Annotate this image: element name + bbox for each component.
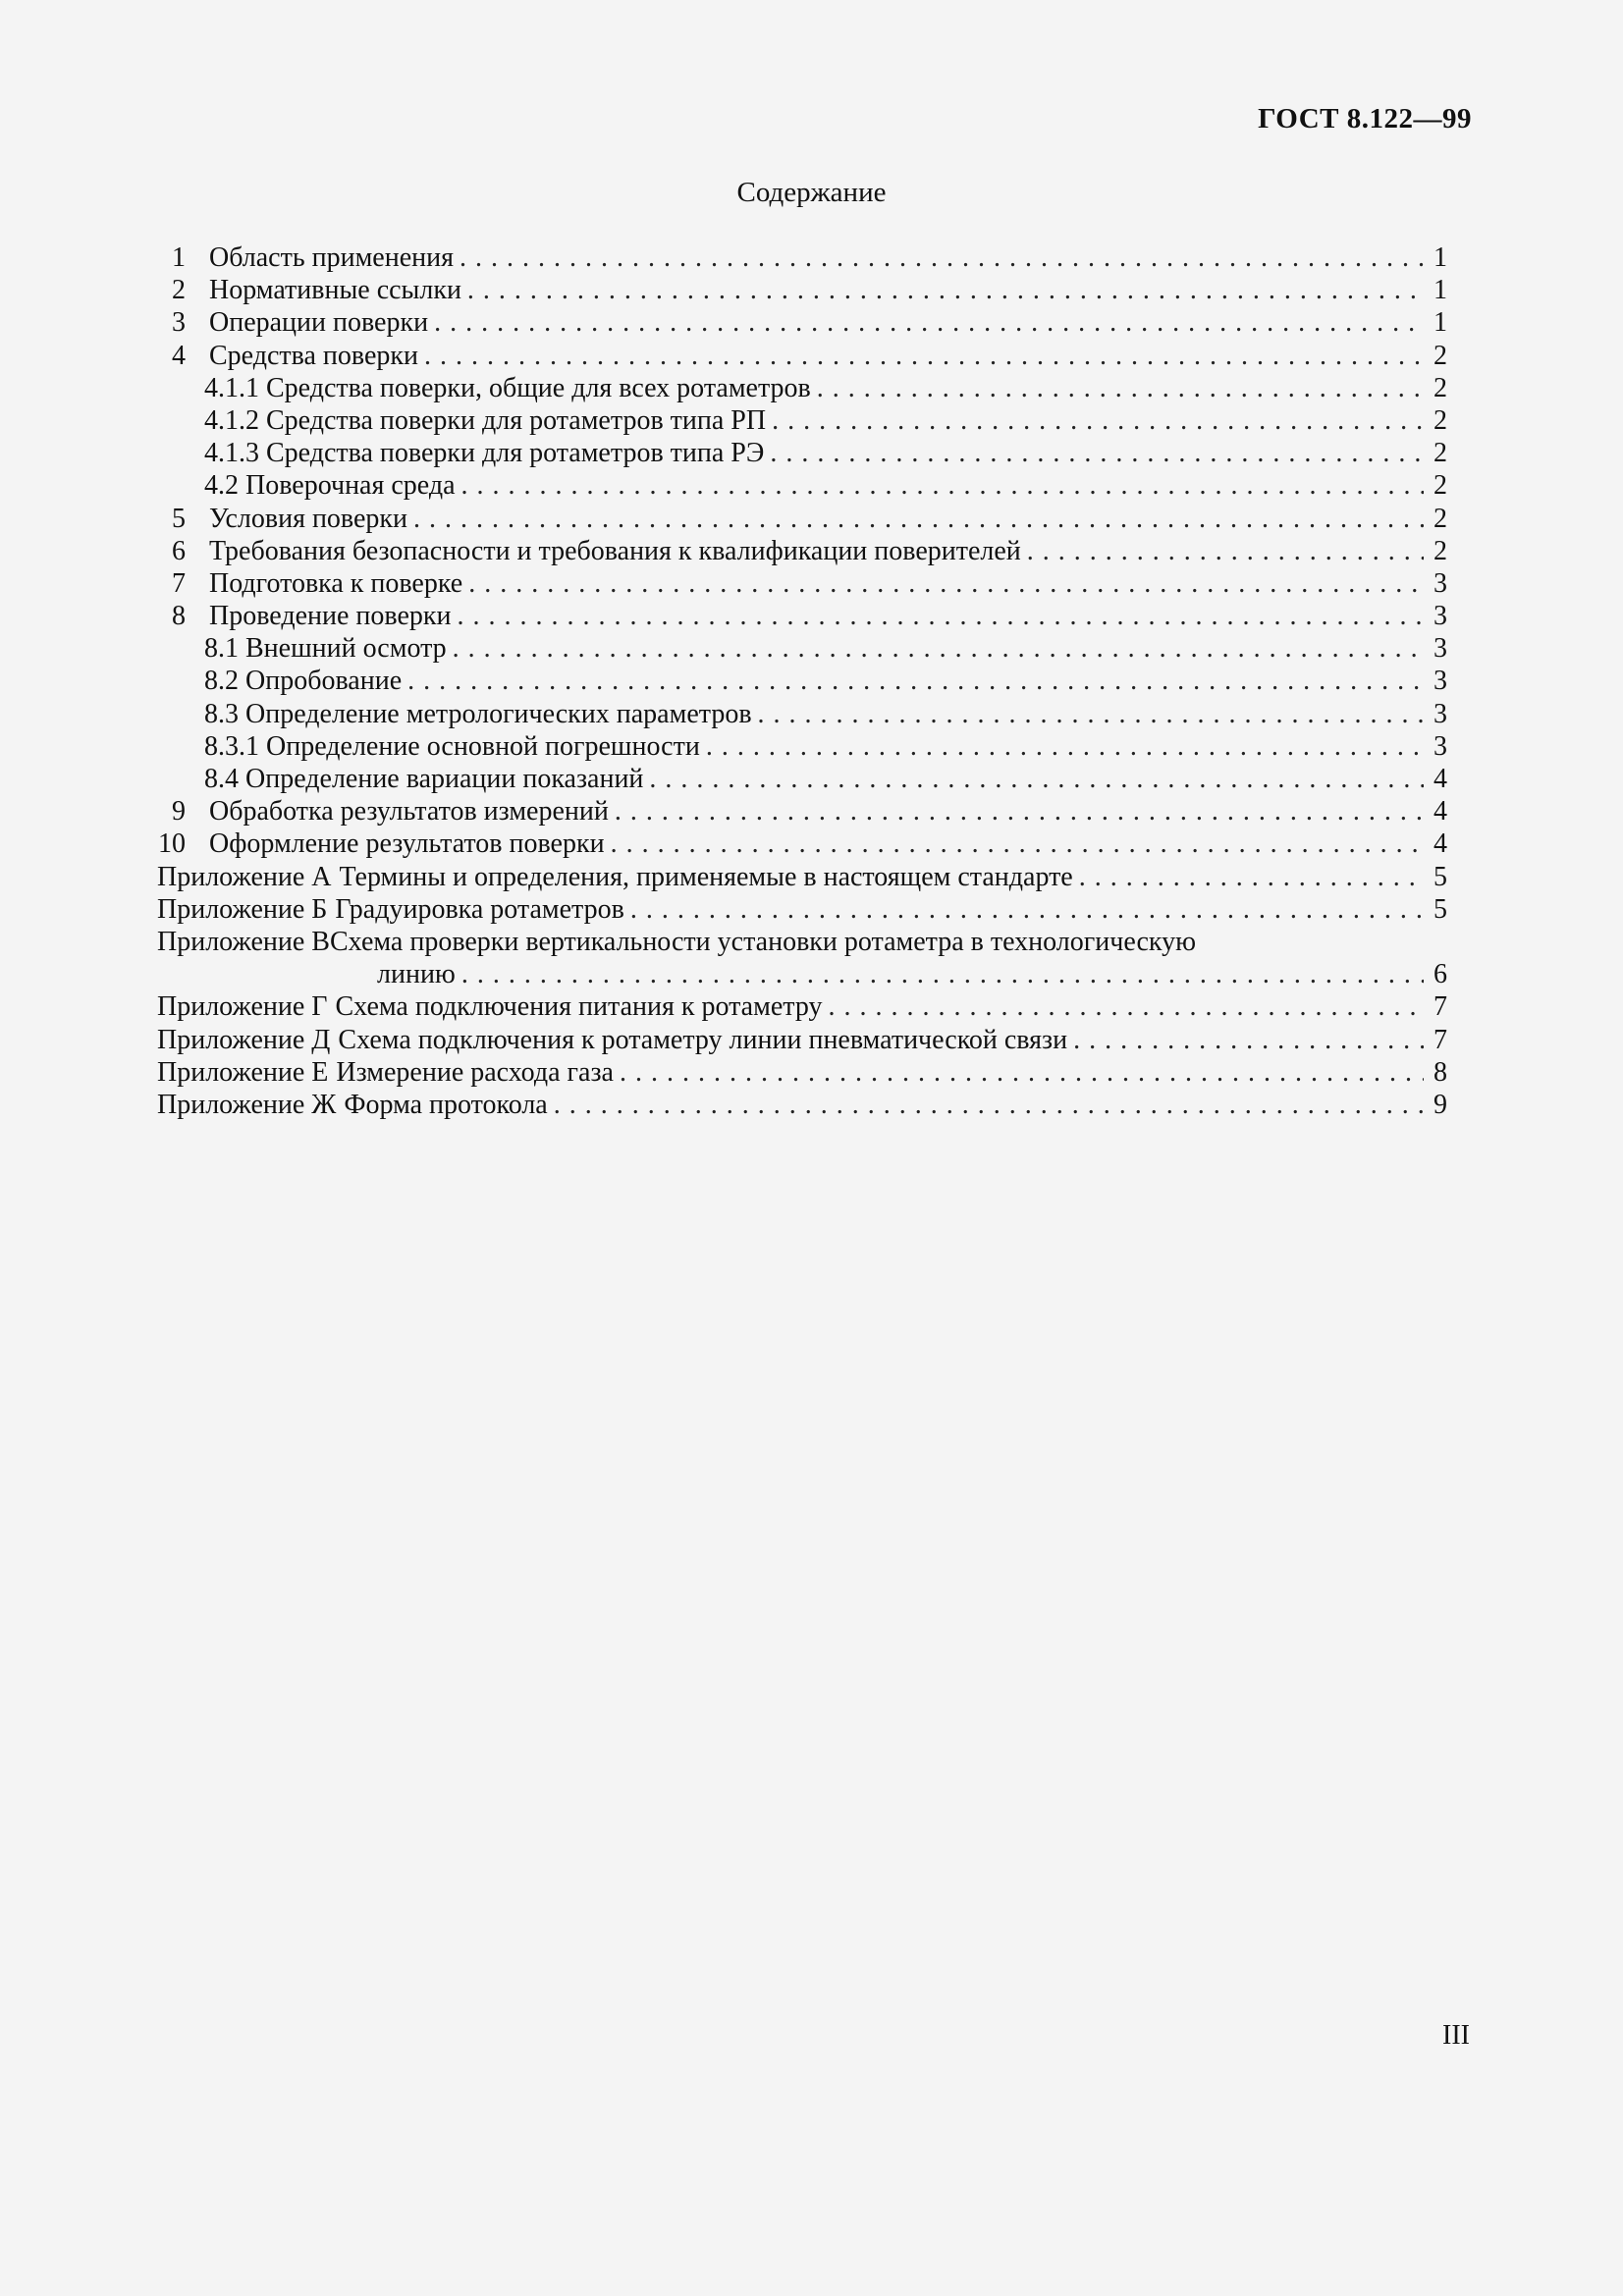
- toc-entry[interactable]: [157, 1056, 1447, 1089]
- toc-entry-number: 3: [172, 307, 186, 339]
- toc-entry-page: 1: [1434, 275, 1447, 306]
- toc-dot-leader: [620, 1056, 1424, 1089]
- document-code: ГОСТ 8.122—99: [1258, 103, 1472, 134]
- toc-entry-page: 7: [1434, 1024, 1447, 1055]
- toc-appendix-label: Приложение Д: [157, 1024, 331, 1055]
- toc-entry-title: Форма протокола: [344, 1089, 548, 1120]
- toc-entry-page: 5: [1434, 861, 1447, 892]
- toc-entry-page: 4: [1434, 828, 1447, 860]
- toc-entry[interactable]: [157, 372, 1447, 404]
- toc-entry[interactable]: [157, 437, 1447, 469]
- toc-entry-number: 5: [172, 503, 186, 534]
- toc-entry-page: 4: [1434, 796, 1447, 828]
- toc-dot-leader: [468, 567, 1424, 600]
- toc-entry-title: Проведение поверки: [209, 601, 452, 632]
- toc-entry[interactable]: [157, 241, 1447, 274]
- toc-entry-title: 4.1.1 Средства поверки, общие для всех ротаметров: [204, 372, 811, 403]
- toc-entry-page: 2: [1434, 372, 1447, 403]
- toc-dot-leader: [1073, 1024, 1424, 1056]
- toc-entry[interactable]: [157, 861, 1447, 893]
- toc-entry[interactable]: [157, 730, 1447, 763]
- toc-entry[interactable]: [157, 600, 1447, 632]
- toc-entry-page: 2: [1434, 340, 1447, 371]
- toc-entry-title: Градуировка ротаметров: [335, 893, 624, 925]
- toc-entry-title: 8.1 Внешний осмотр: [204, 633, 447, 665]
- table-of-contents: [157, 241, 1447, 1121]
- toc-entry-title: 4.1.2 Средства поверки для ротаметров типа РП: [204, 404, 767, 436]
- toc-dot-leader: [630, 893, 1424, 926]
- toc-entry-page: 3: [1434, 698, 1447, 729]
- toc-appendix-label: Приложение А: [157, 861, 332, 892]
- toc-entry[interactable]: [157, 828, 1447, 860]
- toc-dot-leader: [615, 795, 1424, 828]
- toc-entry-page: 9: [1434, 1089, 1447, 1120]
- toc-heading: Содержание: [736, 177, 887, 208]
- toc-entry-title: 4.1.3 Средства поверки для ротаметров типа РЭ: [204, 438, 765, 469]
- toc-entry[interactable]: [157, 535, 1447, 567]
- toc-entry[interactable]: [157, 926, 1447, 958]
- toc-entry-page: 2: [1434, 470, 1447, 502]
- toc-entry-title: Операции поверки: [209, 307, 429, 339]
- toc-entry-title: Требования безопасности и требования к квалификации поверителей: [209, 535, 1021, 566]
- toc-entry-number: 4: [172, 340, 186, 371]
- toc-entry-title: Нормативные ссылки: [209, 275, 461, 306]
- toc-entry[interactable]: [157, 958, 1447, 990]
- toc-entry-page: 8: [1434, 1056, 1447, 1088]
- toc-entry-title: Схема проверки вертикальности установки ротаметра в технологическую: [329, 926, 1196, 957]
- toc-entry[interactable]: [157, 1089, 1447, 1121]
- toc-dot-leader: [758, 698, 1424, 730]
- toc-entry-title: Оформление результатов поверки: [209, 828, 605, 860]
- toc-dot-leader: [1079, 861, 1424, 893]
- toc-entry-page: 2: [1434, 438, 1447, 469]
- toc-entry-title: Обработка результатов измерений: [209, 796, 609, 828]
- toc-entry-number: 10: [158, 828, 186, 860]
- toc-entry-page: 4: [1434, 764, 1447, 794]
- toc-dot-leader: [461, 469, 1424, 502]
- toc-entry[interactable]: [157, 306, 1447, 339]
- toc-entry[interactable]: [157, 404, 1447, 437]
- toc-entry-page: 3: [1434, 633, 1447, 665]
- toc-entry-page: 3: [1434, 730, 1447, 762]
- toc-entry-title: 4.2 Поверочная среда: [204, 470, 456, 502]
- toc-dot-leader: [434, 306, 1424, 339]
- toc-dot-leader: [453, 632, 1424, 665]
- toc-dot-leader: [649, 763, 1424, 795]
- toc-dot-leader: [828, 990, 1424, 1023]
- toc-appendix-label: Приложение Г: [157, 991, 328, 1023]
- toc-dot-leader: [770, 437, 1424, 469]
- toc-entry-title: 8.3.1 Определение основной погрешности: [204, 730, 700, 762]
- toc-entry-page: 2: [1434, 404, 1447, 436]
- toc-entry[interactable]: [157, 340, 1447, 372]
- toc-entry-number: 6: [172, 535, 186, 566]
- toc-entry-title: Подготовка к поверке: [209, 567, 463, 599]
- toc-dot-leader: [461, 958, 1424, 990]
- toc-entry-number: 7: [172, 567, 186, 599]
- toc-entry-title: Условия поверки: [209, 503, 408, 534]
- toc-entry[interactable]: [157, 1024, 1447, 1056]
- toc-entry-page: 3: [1434, 601, 1447, 632]
- toc-entry-page: 2: [1434, 535, 1447, 566]
- toc-entry-title: 8.2 Опробование: [204, 666, 403, 697]
- toc-entry-page: 7: [1434, 991, 1447, 1023]
- toc-entry-title: Средства поверки: [209, 340, 418, 371]
- toc-entry-title: 8.4 Определение вариации показаний: [204, 764, 644, 794]
- toc-dot-leader: [467, 274, 1424, 306]
- toc-entry-number: 8: [172, 601, 186, 632]
- toc-dot-leader: [413, 503, 1424, 535]
- toc-appendix-label: Приложение Ж: [157, 1089, 337, 1120]
- toc-entry[interactable]: [157, 632, 1447, 665]
- toc-entry-title: Область применения: [209, 242, 454, 273]
- toc-entry[interactable]: [157, 698, 1447, 730]
- toc-entry-page: 3: [1434, 567, 1447, 599]
- toc-entry-title: Схема подключения питания к ротаметру: [335, 991, 823, 1023]
- toc-dot-leader: [611, 828, 1424, 860]
- toc-appendix-label: Приложение Б: [157, 893, 328, 925]
- page-number-roman: III: [1442, 2020, 1470, 2051]
- toc-entry-number: 2: [172, 275, 186, 306]
- toc-entry[interactable]: [157, 567, 1447, 600]
- toc-entry[interactable]: [157, 274, 1447, 306]
- toc-entry-page: 1: [1434, 307, 1447, 339]
- toc-entry[interactable]: [157, 503, 1447, 535]
- toc-entry-page: 5: [1434, 893, 1447, 925]
- toc-entry-page: 6: [1434, 959, 1447, 990]
- toc-entry-number: 9: [172, 796, 186, 828]
- toc-entry-title: Термины и определения, применяемые в настоящем стандарте: [339, 861, 1073, 892]
- toc-dot-leader: [1027, 535, 1424, 567]
- toc-entry-page: 2: [1434, 503, 1447, 534]
- toc-entry[interactable]: [157, 665, 1447, 697]
- toc-dot-leader: [706, 730, 1424, 763]
- toc-entry-number: 1: [172, 242, 186, 273]
- toc-entry[interactable]: [157, 990, 1447, 1023]
- toc-entry-title: линию: [377, 959, 456, 990]
- toc-entry-page: 3: [1434, 666, 1447, 697]
- toc-entry-title: Схема подключения к ротаметру линии пневматической связи: [338, 1024, 1068, 1055]
- toc-entry[interactable]: [157, 795, 1447, 828]
- toc-dot-leader: [460, 241, 1424, 274]
- toc-entry[interactable]: [157, 469, 1447, 502]
- toc-entry[interactable]: [157, 893, 1447, 926]
- toc-dot-leader: [772, 404, 1424, 437]
- toc-dot-leader: [554, 1089, 1424, 1121]
- toc-appendix-label: Приложение В: [157, 926, 330, 957]
- toc-entry-title: Измерение расхода газа: [336, 1056, 614, 1088]
- toc-appendix-label: Приложение Е: [157, 1056, 329, 1088]
- toc-entry-title: 8.3 Определение метрологических параметров: [204, 698, 752, 729]
- toc-dot-leader: [424, 340, 1424, 372]
- toc-dot-leader: [817, 372, 1424, 404]
- toc-dot-leader: [407, 665, 1424, 697]
- toc-entry[interactable]: [157, 763, 1447, 795]
- toc-entry-page: 1: [1434, 242, 1447, 273]
- toc-dot-leader: [457, 600, 1424, 632]
